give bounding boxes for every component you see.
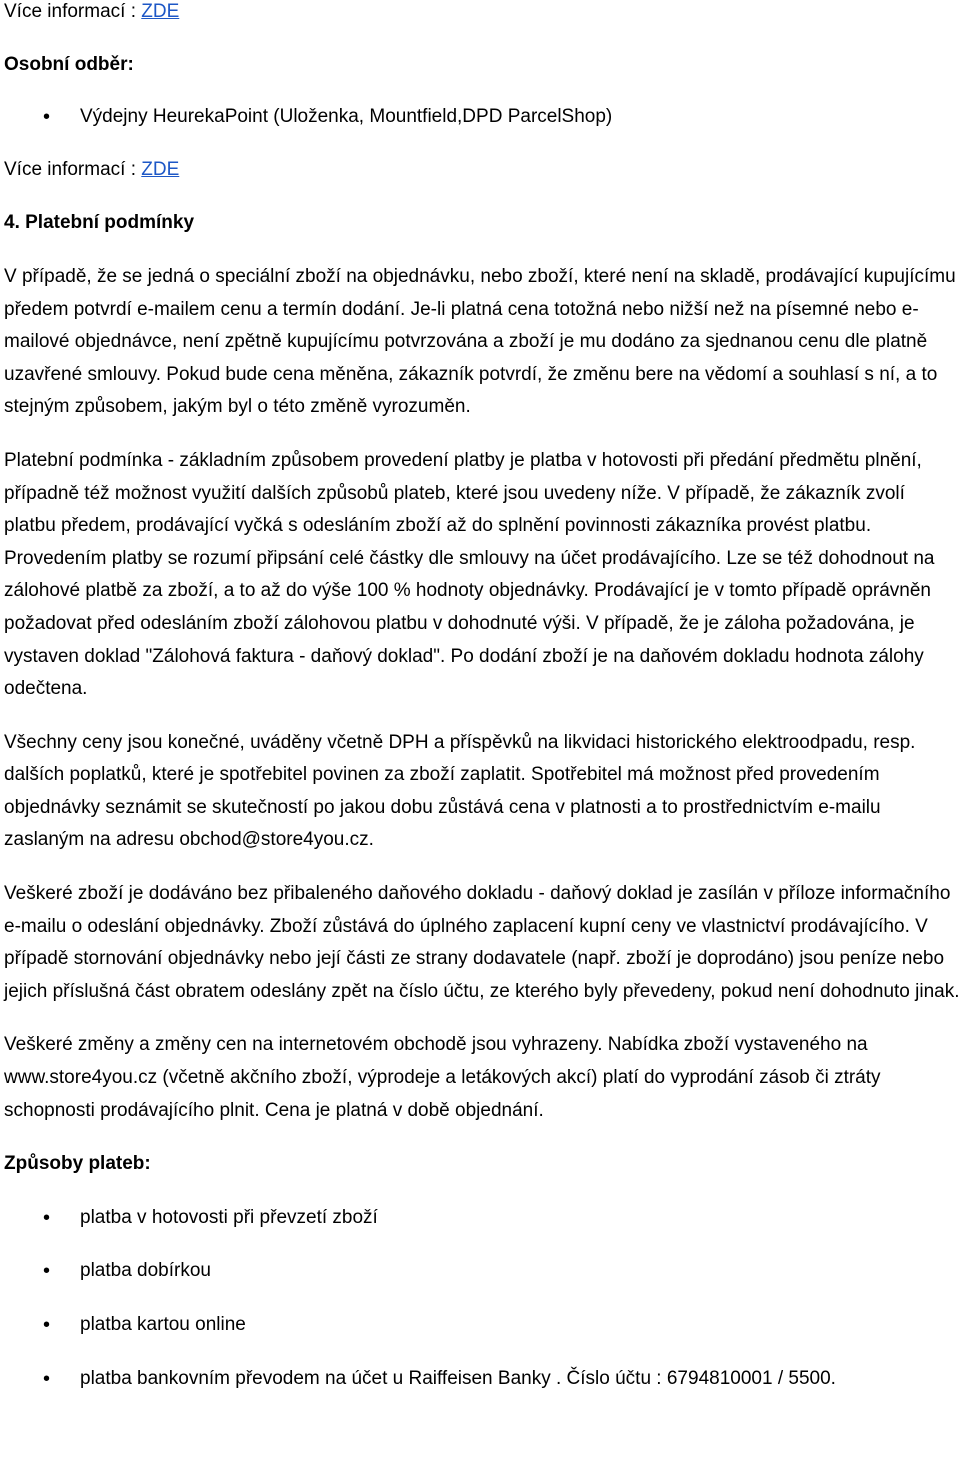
- list-item-text: platba v hotovosti při převzetí zboží: [80, 1206, 378, 1228]
- list-item-text: Výdejny HeurekaPoint (Uloženka, Mountfield,DPD ParcelShop): [80, 106, 613, 128]
- bullet-icon: •: [43, 1367, 51, 1390]
- paragraph: Veškeré zboží je dodáváno bez přibaleného daňového dokladu - daňový doklad je zasílán v příloze informačního e-mailu o odeslání objednávky. Zboží zůstává do úplného zaplacení kupní ceny ve vlastnictví prodávajícího. V případě stornování objednávky nebo její části ze strany dodavatele (např. zboží je doprodáno) jsou peníze nebo jejich příslušná část obratem odeslány zpět na číslo účtu, ze kterého byly převedeny, pokud není dohodnuto jinak.: [4, 883, 960, 1002]
- list-item-text: platba bankovním převodem na účet u Raiffeisen Banky . Číslo účtu : 6794810001 / 5500.: [80, 1367, 836, 1389]
- personal-pickup-list: [4, 101, 960, 134]
- bullet-icon: •: [43, 106, 51, 129]
- more-info-link[interactable]: ZDE: [141, 158, 180, 180]
- list-item: [4, 101, 960, 134]
- payment-methods-heading: Způsoby plateb:: [4, 1153, 151, 1175]
- more-info-label: Více informací :: [4, 1, 142, 22]
- list-item: [4, 1363, 960, 1396]
- personal-pickup-heading: Osobní odběr:: [4, 53, 134, 75]
- paragraph: Všechny ceny jsou konečné, uváděny včetně DPH a příspěvků na likvidaci historického elektroodpadu, resp. dalších poplatků, které je spotřebitel povinen za zboží zaplatit. Spotřebitel má možnost před provedením objednávky seznámit se skutečností po jakou dobu zůstává cena v platnosti a to prostřednictvím e-mailu zaslaným na adresu obchod@store4you.cz.: [4, 731, 916, 851]
- paragraph: Platební podmínka - základním způsobem provedení platby je platba v hotovosti při předání předmětu plnění, případně též možnost využití dalších způsobů plateb, které jsou uvedeny níže. V případě, že zákazník zvolí platbu předem, prodávající vyčká s odesláním zboží až do splnění povinnosti zákazníka provést platbu. Provedením platby se rozumí připsání celé částky dle smlouvy na účet prodávajícího. Lze se též dohodnout na zálohové platbě za zboží, a to až do výše 100 % hodnoty objednávky. Prodávající je v tomto případě oprávněn požadovat před odesláním zboží zálohovou platbu v dohodnuté výši. V případě, že je záloha požadována, je vystaven doklad "Zálohová faktura - daňový doklad". Po dodání zboží je na daňovém dokladu hodnota zálohy odečtena.: [4, 449, 935, 700]
- bullet-icon: •: [43, 1314, 51, 1336]
- payment-methods-list: [4, 1202, 960, 1395]
- bullet-icon: •: [43, 1206, 51, 1229]
- more-info-label: Více informací :: [4, 158, 142, 180]
- section-heading: 4. Platební podmínky: [4, 212, 195, 234]
- more-info-line: [4, 0, 960, 29]
- paragraph: V případě, že se jedná o speciální zboží na objednávku, nebo zboží, které není na skladě, prodávající kupujícímu předem potvrdí e-mailem cenu a termín dodání. Je-li platná cena totožná nebo nižší než na písemné nebo e-mailové objednávce, není zpětně kupujícímu potvrzována a zboží je mu dodáno za sjednanou cenu dle platně uzavřené smlouvy. Pokud bude cena měněna, zákazník potvrdí, že změnu bere na vědomí a souhlasí s ní, a to stejným způsobem, jakým byl o této změně vyrozuměn.: [4, 265, 956, 418]
- bullet-icon: •: [43, 1260, 51, 1283]
- list-item: [4, 1255, 960, 1288]
- list-item-text: platba kartou online: [80, 1314, 246, 1335]
- more-info-link[interactable]: ZDE: [141, 1, 180, 22]
- list-item-text: platba dobírkou: [80, 1260, 211, 1282]
- more-info-line: [4, 154, 960, 187]
- list-item: [4, 1202, 960, 1235]
- paragraph: Veškeré změny a změny cen na internetovém obchodě jsou vyhrazeny. Nabídka zboží vystaveného na www.store4you.cz (včetně akčního zboží, výprodeje a letákových akcí) platí do vyprodání zásob či ztráty schopnosti prodávajícího plnit. Cena je platná v době objednání.: [4, 1034, 881, 1121]
- list-item: [4, 1309, 960, 1342]
